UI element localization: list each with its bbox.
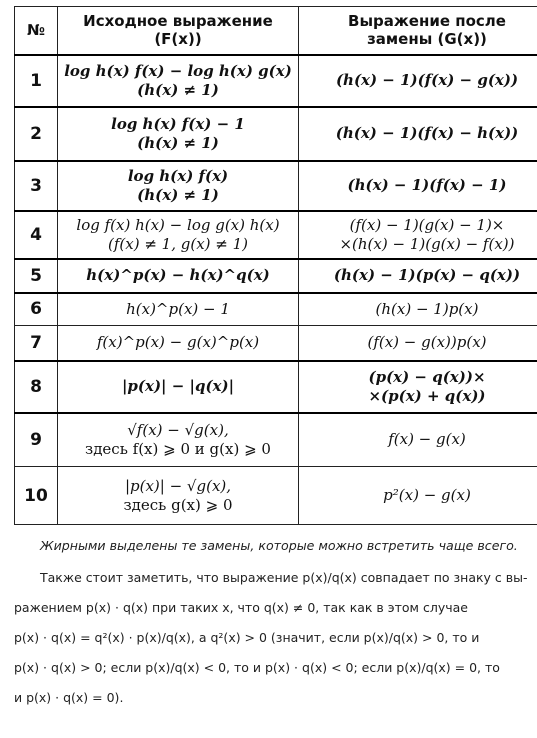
expression-line: log f(x) h(x) − log g(x) h(x) [76,215,280,234]
expression-line: (h(x) − 1)(f(x) − g(x)) [335,71,519,89]
expression-line: (h(x) ≠ 1) [137,133,219,152]
result-expression [299,293,537,326]
header-result [299,7,537,55]
paragraph-line: ражением p(x) · q(x) при таких x, что q(x) ≠ 0, так как в этом случае [14,600,468,615]
expression-line: |p(x)| − √g(x), [124,476,232,495]
result-expression [299,467,537,525]
paragraph-line: Также стоит заметить, что выражение p(x)/q(x) совпадает по знаку с вы- [40,570,528,585]
expression-line: ×(h(x) − 1)(g(x) − f(x)) [339,234,515,253]
expression-line: (f(x) ≠ 1, g(x) ≠ 1) [107,234,249,253]
expression-line: (h(x) − 1)p(x) [375,299,479,318]
expression-line: (h(x) − 1)(p(x) − q(x)) [333,266,521,284]
row-number: 1 [15,55,58,107]
header-source-line2: (F(x)) [154,30,202,49]
source-expression [58,107,299,161]
source-expression [58,211,299,259]
expression-line: √f(x) − √g(x), [127,420,229,439]
sign-paragraph [14,563,528,713]
table-row [15,413,537,467]
expression-line: (h(x) ≠ 1) [137,185,219,204]
expression-line: log h(x) f(x) − 1 [111,114,245,133]
result-expression [299,413,537,467]
source-expression [58,467,299,525]
row-number: 7 [15,326,58,361]
source-expression [58,326,299,361]
expression-line: здесь g(x) ⩾ 0 [123,495,233,514]
header-result-line2: замены (G(x)) [367,30,487,49]
expression-line: (h(x) − 1)(f(x) − h(x)) [335,124,519,142]
expression-line: здесь f(x) ⩾ 0 и g(x) ⩾ 0 [85,439,271,458]
expression-line: log h(x) f(x) − log h(x) g(x) [64,61,292,80]
expression-line: f(x)^p(x) − g(x)^p(x) [96,333,260,352]
result-expression [299,161,537,211]
table-row [15,293,537,326]
table-row [15,361,537,413]
table-body [15,55,537,525]
result-expression [299,361,537,413]
expression-line: log h(x) f(x) [127,166,229,185]
expression-line: h(x)^p(x) − h(x)^q(x) [86,266,270,284]
table-row [15,107,537,161]
paragraph-line: p(x) · q(x) > 0; если p(x)/q(x) < 0, то и p(x) · q(x) < 0; если p(x)/q(x) = 0, то [14,660,500,675]
expression-line: |p(x)| − |q(x)| [121,377,235,395]
expression-line: ×(p(x) + q(x)) [368,386,486,405]
source-expression [58,361,299,413]
table-row [15,259,537,293]
expression-line: (f(x) − 1)(g(x) − 1)× [349,215,505,234]
row-number: 9 [15,413,58,467]
paragraph-line: и p(x) · q(x) = 0). [14,690,124,705]
header-source [58,7,299,55]
source-expression [58,413,299,467]
source-expression [58,293,299,326]
paragraph-line: p(x) · q(x) = q²(x) · p(x)/q(x), а q²(x) > 0 (значит, если p(x)/q(x) > 0, то и [14,630,480,645]
source-expression [58,259,299,293]
result-expression [299,211,537,259]
header-source-line1: Исходное выражение [83,12,273,31]
result-expression [299,107,537,161]
expression-line: (f(x) − g(x))p(x) [367,333,487,352]
substitution-table [14,6,537,525]
table-row [15,55,537,107]
expression-line: f(x) − g(x) [388,430,466,449]
result-expression [299,326,537,361]
expression-line: p²(x) − g(x) [383,486,471,504]
expression-line: h(x)^p(x) − 1 [126,299,230,318]
expression-line: (h(x) ≠ 1) [137,80,219,99]
header-row [15,7,537,55]
table-row [15,467,537,525]
row-number: 10 [15,467,58,525]
row-number: 5 [15,259,58,293]
row-number: 2 [15,107,58,161]
result-expression [299,259,537,293]
header-number: № [15,7,58,55]
header-result-line1: Выражение после [348,12,506,31]
source-expression [58,55,299,107]
bold-note: Жирными выделены те замены, которые можно встретить чаще всего. [40,538,518,553]
row-number: 8 [15,361,58,413]
expression-line: (p(x) − q(x))× [368,367,486,386]
row-number: 4 [15,211,58,259]
table-row [15,211,537,259]
expression-line: (h(x) − 1)(f(x) − 1) [347,176,507,194]
source-expression [58,161,299,211]
table-row [15,161,537,211]
result-expression [299,55,537,107]
row-number: 6 [15,293,58,326]
row-number: 3 [15,161,58,211]
table-row [15,326,537,361]
